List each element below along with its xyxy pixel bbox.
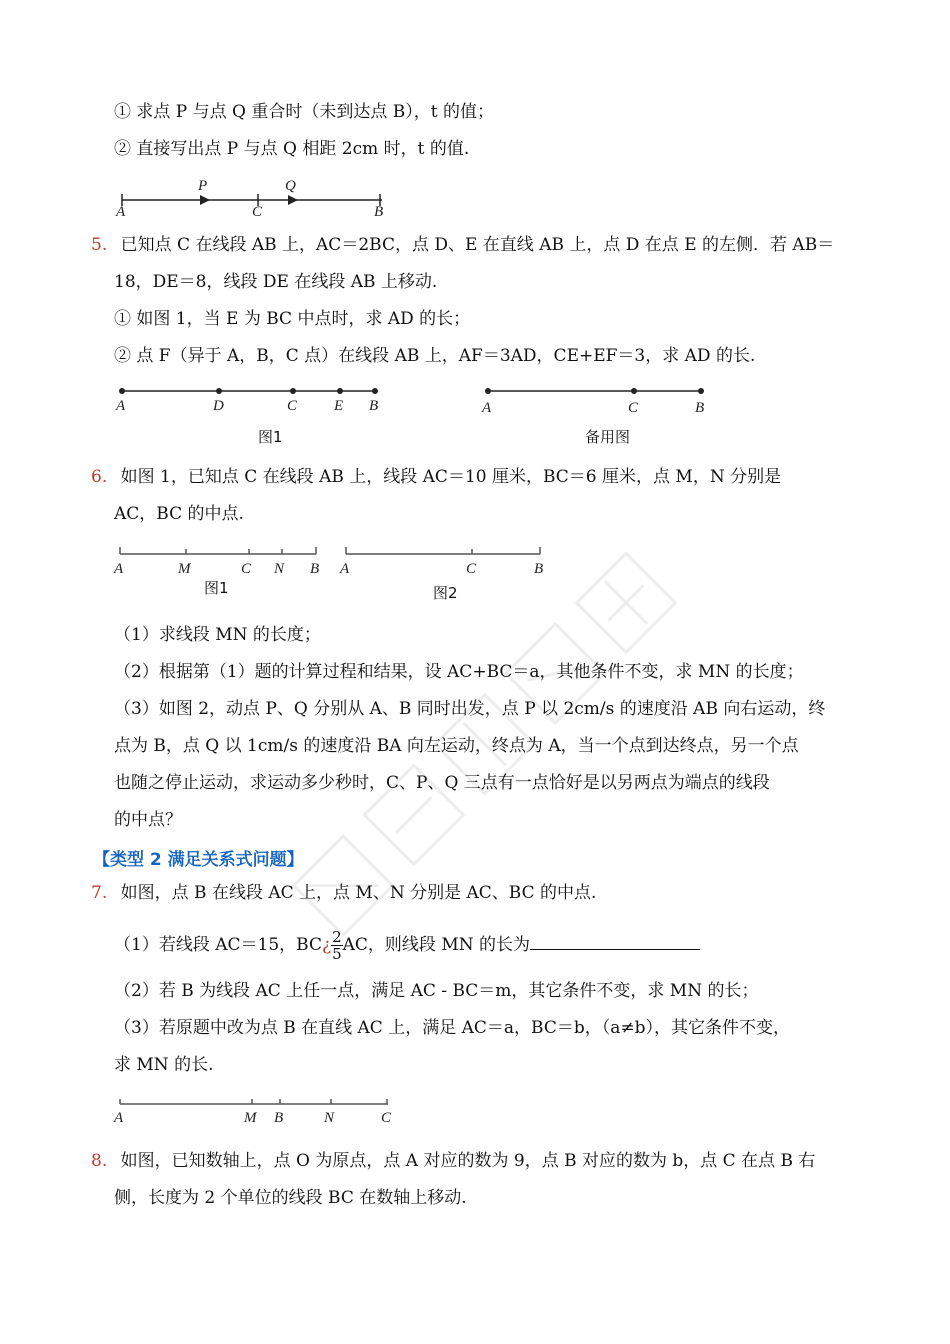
q5-fig1-point-d: [216, 388, 222, 394]
q4-sub1: ① 求点 P 与点 Q 重合时（未到达点 B），t 的值；: [114, 102, 495, 122]
q6-sub3-line4: 的中点？: [114, 810, 182, 830]
q4-label-q: Q: [285, 178, 296, 194]
q6-number: 6.: [91, 467, 108, 487]
q6-sub3-line2: 点为 B，点 Q 以 1cm/s 的速度沿 BA 向左运动，终点为 A，当一个点到达终点，另一个点: [114, 736, 799, 756]
q7-sub3-line1: （3）若原题中改为点 B 在直线 AC 上，满足 AC＝a，BC＝b，（a≠b），其它条件不变，: [114, 1018, 790, 1038]
q8-number: 8.: [91, 1151, 108, 1171]
q5-line2: 18，DE＝8，线段 DE 在线段 AB 上移动.: [114, 272, 438, 292]
q5-sub2: ② 点 F（异于 A，B，C 点）在线段 AB 上，AF＝3AD，CE+EF＝3，求 AD 的长.: [114, 346, 756, 366]
q4-figure: [110, 172, 410, 226]
q7-sub1-mark: ¿: [321, 935, 332, 955]
q6-sub3-line3: 也随之停止运动，求运动多少秒时，C、P、Q 三点有一点恰好是以另两点为端点的线段: [114, 773, 770, 793]
q7-line1: [91, 882, 596, 904]
q7-number: 7.: [91, 883, 108, 903]
q4-label-c: C: [252, 204, 263, 220]
q7-text1: 如图，点 B 在线段 AC 上，点 M、N 分别是 AC、BC 的中点.: [120, 883, 597, 903]
q7-label-m: M: [244, 1110, 257, 1126]
q5-figure-2: [476, 380, 726, 424]
q6-fig1-label-n: N: [274, 561, 285, 577]
q7-frac-den: 5: [332, 945, 342, 963]
q5-fig1-caption: 图1: [258, 428, 283, 446]
q6-fig1-label-b: B: [310, 561, 320, 577]
q7-sub1: [114, 929, 700, 962]
q7-label-c: C: [381, 1110, 392, 1126]
q5-fig1-point-c: [290, 388, 296, 394]
q5-fig2-label-b: B: [695, 400, 705, 416]
q6-fig1-label-a: A: [114, 561, 124, 577]
q5-fig2-point-a: [485, 388, 491, 394]
q7-answer-blank: [530, 933, 700, 950]
q7-sub1-pre: （1）若线段 AC＝15，BC: [114, 935, 322, 955]
q4-arrow-p: [200, 195, 210, 205]
q6-sub1: （1）求线段 MN 的长度；: [114, 625, 321, 645]
q6-fig1-caption: 图1: [204, 579, 229, 597]
q4-label-b: B: [374, 204, 384, 220]
q6-line2: AC，BC 的中点.: [114, 504, 244, 524]
q7-label-b: B: [274, 1110, 284, 1126]
q6-text1: 如图 1，已知点 C 在线段 AB 上，线段 AC＝10 厘米，BC＝6 厘米，点 M，N 分别是: [120, 467, 782, 487]
q7-frac-num: 2: [332, 928, 342, 946]
q5-fig1-point-a: [119, 388, 125, 394]
q6-fig2-label-a: A: [340, 561, 350, 577]
q5-number: 5.: [91, 235, 108, 255]
q4-arrow-q: [288, 195, 298, 205]
q5-fig2-point-b: [698, 388, 704, 394]
q7-label-n: N: [324, 1110, 335, 1126]
q5-fig1-label-d: D: [213, 398, 224, 414]
q7-fraction: [331, 929, 343, 962]
q8-line1: [91, 1150, 815, 1172]
q5-fig1-label-e: E: [334, 398, 344, 414]
q7-sub3-line2: 求 MN 的长.: [114, 1055, 214, 1075]
q6-sub3-line1: （3）如图 2，动点 P、Q 分别从 A、B 同时出发，点 P 以 2cm/s 的速度沿 AB 向右运动，终: [114, 699, 826, 719]
q6-fig2-caption: 图2: [433, 584, 458, 602]
type2-title: 【类型 2 满足关系式问题】: [93, 850, 304, 870]
q6-line1: [91, 466, 781, 488]
q5-text1: 已知点 C 在线段 AB 上，AC＝2BC，点 D、E 在直线 AB 上，点 D 在点 E 的左侧．若 AB＝: [120, 235, 835, 255]
q8-text1: 如图，已知数轴上，点 O 为原点，点 A 对应的数为 9，点 B 对应的数为 b，点 C 在点 B 右: [120, 1151, 816, 1171]
q6-sub2: （2）根据第（1）题的计算过程和结果，设 AC+BC＝a，其他条件不变，求 MN 的长度；: [114, 662, 804, 682]
q4-label-p: P: [198, 178, 208, 194]
q7-sub2: （2）若 B 为线段 AC 上任一点，满足 AC - BC＝m，其它条件不变，求 MN 的长；: [114, 981, 759, 1001]
q6-fig1-label-c: C: [241, 561, 252, 577]
q5-fig1-point-e: [337, 388, 343, 394]
q7-sub1-post: AC，则线段 MN 的长为: [342, 935, 530, 955]
q5-fig1-point-b: [372, 388, 378, 394]
q4-label-a: A: [116, 204, 126, 220]
q5-figure-1: [110, 380, 400, 424]
q5-fig2-point-c: [631, 388, 637, 394]
q5-fig1-label-c: C: [287, 398, 298, 414]
q7-label-a: A: [114, 1110, 124, 1126]
q7-figure: [110, 1094, 410, 1134]
q5-fig2-caption: 备用图: [585, 428, 631, 446]
q5-fig1-label-b: B: [369, 398, 379, 414]
q5-sub1: ① 如图 1，当 E 为 BC 中点时，求 AD 的长；: [114, 309, 471, 329]
q4-sub2: ② 直接写出点 P 与点 Q 相距 2cm 时，t 的值.: [114, 139, 470, 159]
q5-fig1-label-a: A: [116, 398, 126, 414]
q6-fig1-label-m: M: [178, 561, 191, 577]
q5-fig2-label-c: C: [628, 400, 639, 416]
q5-fig2-label-a: A: [482, 400, 492, 416]
q6-fig2-label-b: B: [534, 561, 544, 577]
q6-figure-2: [336, 542, 556, 586]
q6-fig2-label-c: C: [466, 561, 477, 577]
q8-line2: 侧，长度为 2 个单位的线段 BC 在数轴上移动.: [114, 1188, 467, 1208]
q5-line1: [91, 234, 834, 256]
